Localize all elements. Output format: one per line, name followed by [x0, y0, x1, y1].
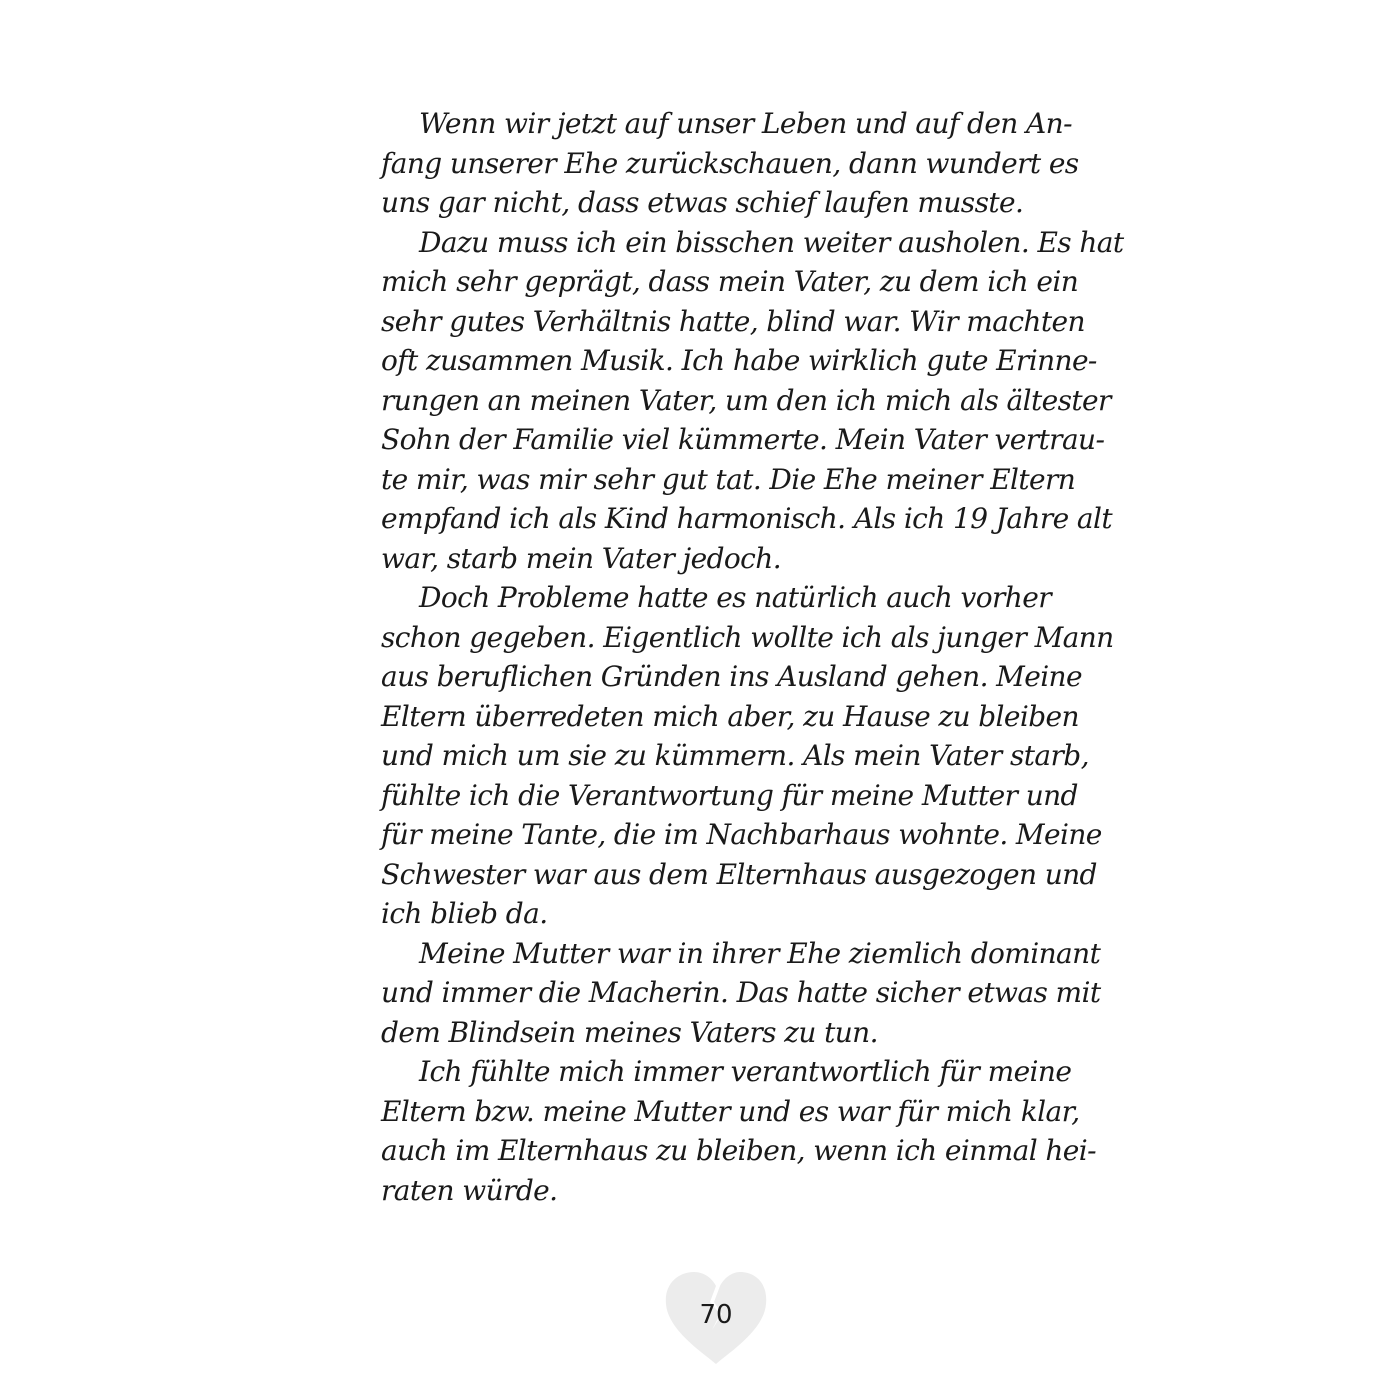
text-line: Meine Mutter war in ihrer Ehe ziemlich dominant — [419, 936, 1101, 970]
text-line: aus beruflichen Gründen ins Ausland gehen. Meine — [381, 660, 1082, 693]
text-line: und immer die Macherin. Das hatte sicher etwas mit — [381, 976, 1101, 1009]
paragraph-3 — [381, 578, 1114, 934]
paragraph-1 — [381, 104, 1079, 223]
page-footer — [662, 1270, 770, 1366]
paragraph-2 — [381, 223, 1124, 579]
text-line: Eltern überredeten mich aber, zu Hause zu bleiben — [381, 699, 1079, 733]
text-line: sehr gutes Verhältnis hatte, blind war. Wir machten — [381, 304, 1085, 338]
text-line: schon gegeben. Eigentlich wollte ich als junger Mann — [381, 620, 1114, 654]
text-line: oft zusammen Musik. Ich habe wirklich gute Erinne- — [381, 344, 1097, 377]
text-line: fühlte ich die Verantwortung für meine Mutter und — [381, 778, 1078, 812]
text-line: rungen an meinen Vater, um den ich mich als ältester — [381, 383, 1111, 417]
text-line: Schwester war aus dem Elternhaus ausgezogen und — [381, 857, 1097, 891]
text-line: uns gar nicht, dass etwas schief laufen musste. — [381, 186, 1024, 219]
text-line: für meine Tante, die im Nachbarhaus wohnte. Meine — [381, 818, 1102, 851]
text-line: Eltern bzw. meine Mutter und es war für mich klar, — [381, 1094, 1080, 1128]
text-line: war, starb mein Vater jedoch. — [381, 541, 782, 575]
text-line: raten würde. — [381, 1173, 558, 1207]
body-text — [381, 104, 1124, 1210]
text-line: te mir, was mir sehr gut tat. Die Ehe meiner Eltern — [381, 462, 1076, 496]
text-line: und mich um sie zu kümmern. Als mein Vater starb, — [381, 739, 1089, 772]
text-line: Sohn der Familie viel kümmerte. Mein Vater vertrau- — [381, 423, 1105, 456]
paragraph-4 — [381, 934, 1101, 1053]
text-line: dem Blindsein meines Vaters zu tun. — [381, 1015, 878, 1049]
text-line: ich blieb da. — [381, 897, 548, 930]
text-line: empfand ich als Kind harmonisch. Als ich 19 Jahre alt — [381, 502, 1113, 535]
page-number: 70 — [699, 1300, 733, 1330]
text-line: Wenn wir jetzt auf unser Leben und auf den An- — [419, 107, 1072, 140]
text-line: Ich fühlte mich immer verantwortlich für meine — [419, 1055, 1072, 1088]
text-line: Doch Probleme hatte es natürlich auch vorher — [419, 581, 1051, 614]
text-line: mich sehr geprägt, dass mein Vater, zu dem ich ein — [381, 265, 1079, 298]
text-line: fang unserer Ehe zurückschauen, dann wundert es — [381, 146, 1079, 180]
text-line: auch im Elternhaus zu bleiben, wenn ich einmal hei- — [381, 1134, 1096, 1167]
text-line: Dazu muss ich ein bisschen weiter ausholen. Es hat — [419, 225, 1124, 259]
paragraph-5 — [381, 1052, 1096, 1210]
